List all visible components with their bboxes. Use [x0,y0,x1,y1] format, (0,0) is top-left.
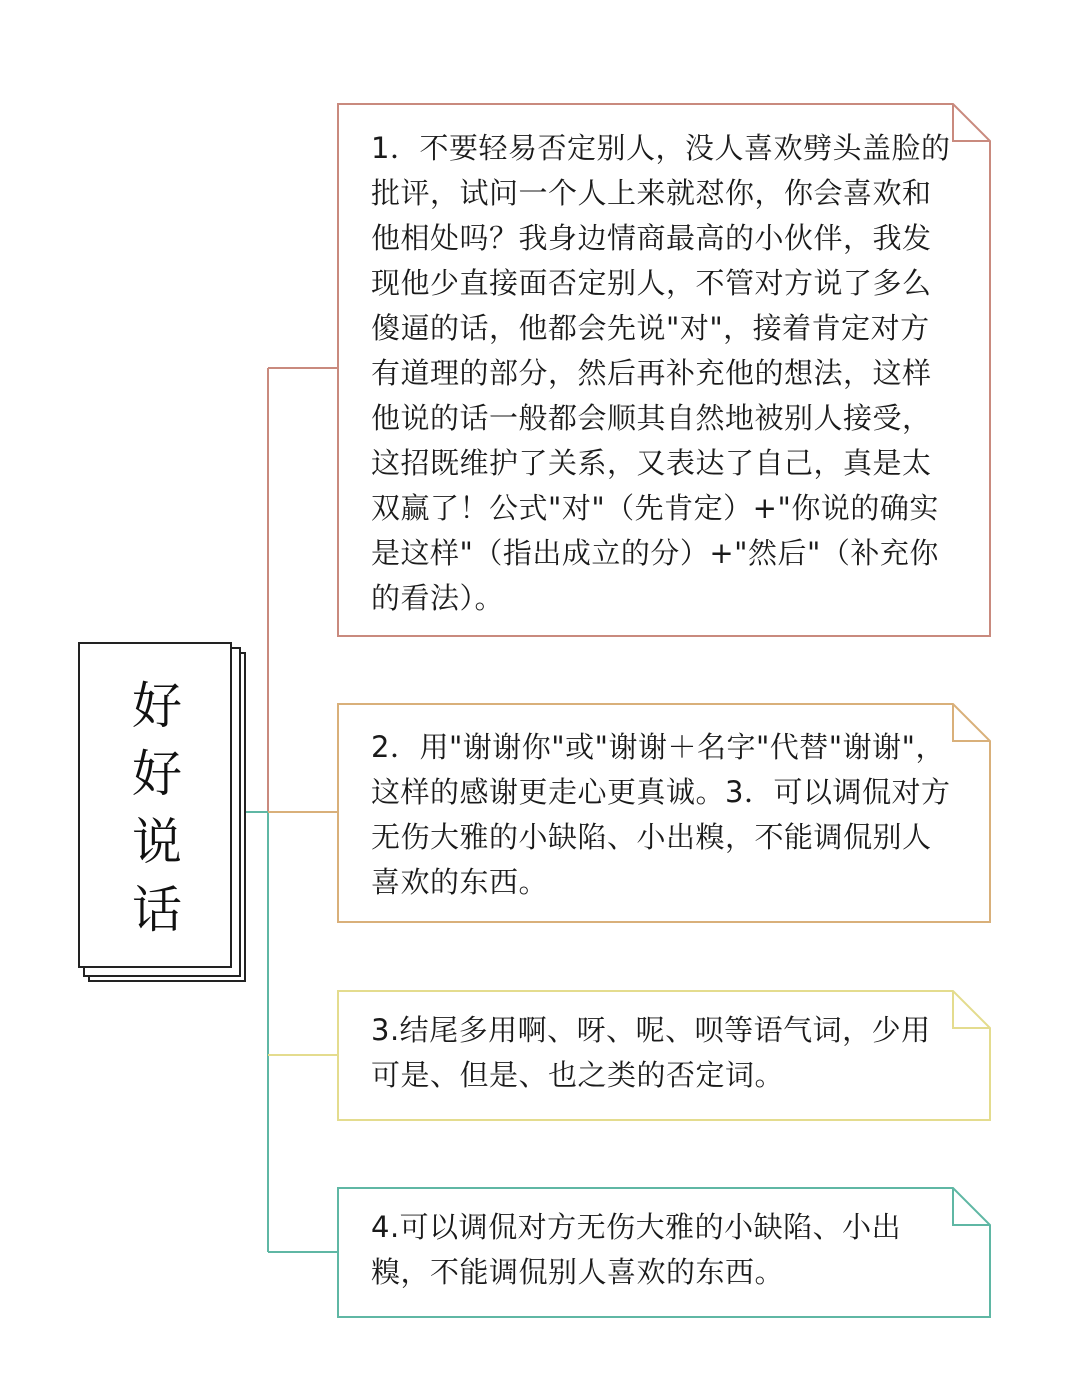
title-paper-front [78,642,232,968]
mind-map-title: 好好说话 [132,677,182,939]
note-card-1-text: 1．不要轻易否定别人，没人喜欢劈头盖脸的批评，试问一个人上来就怼你，你会喜欢和他相处吗？我身边情商最高的小伙伴，我发现他少直接面否定别人，不管对方说了多么傻逼的话，他都会先说"对"，接着肯定对方有道理的部分，然后再补充他的想法，这样他说的话一般都会顺其自然地被别人接受，这招既维护了关系，又表达了自己，真是太双赢了！公式"对"（先肯定）+"你说的确实是这样"（指出成立的分）+"然后"（补充你的看法）。 [371,131,951,615]
note-card-3-text: 3.结尾多用啊、呀、呢、呗等语气词，少用可是、但是、也之类的否定词。 [371,1013,931,1092]
note-card-2 [337,703,991,923]
title-node [78,642,246,986]
note-card-1 [337,103,991,637]
note-card-4 [337,1187,991,1318]
note-card-2-text: 2．用"谢谢你"或"谢谢＋名字"代替"谢谢"，这样的感谢更走心更真诚。3．可以调侃对方无伤大雅的小缺陷、小出糗，不能调侃别人喜欢的东西。 [371,730,951,899]
note-card-4-text: 4.可以调侃对方无伤大雅的小缺陷、小出糗，不能调侃别人喜欢的东西。 [371,1210,902,1289]
note-card-3 [337,990,991,1121]
